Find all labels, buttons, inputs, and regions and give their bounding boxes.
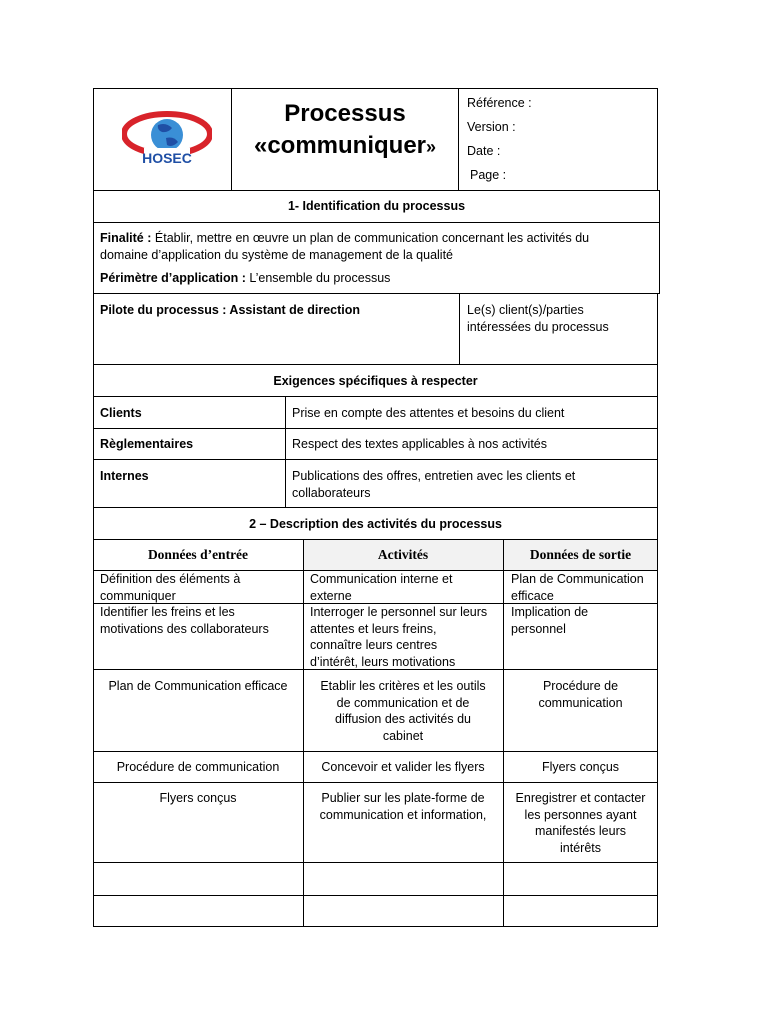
divider bbox=[503, 539, 504, 927]
row4-output: Flyers conçus bbox=[541, 760, 620, 774]
row3-activity: Etablir les critères et les outils de communication et de diffusion des activités du cabinet bbox=[320, 679, 486, 743]
date-label: Date : bbox=[467, 144, 501, 158]
exigence-label-reglementaires: Règlementaires bbox=[100, 437, 194, 451]
row2-input: Identifier les freins et les motivations des collaborateurs bbox=[100, 605, 269, 636]
logo-text: HOSEC bbox=[142, 150, 192, 166]
page-title bbox=[232, 98, 458, 163]
page-label: Page : bbox=[470, 168, 507, 182]
perimetre-text: Périmètre d’application : L’ensemble du processus bbox=[100, 271, 391, 285]
divider bbox=[93, 459, 658, 460]
row1-activity: Communication interne et externe bbox=[310, 572, 453, 603]
col-header-input: Données d’entrée bbox=[147, 547, 249, 562]
row1-input: Définition des éléments à communiquer bbox=[100, 572, 241, 603]
row3-input: Plan de Communication efficace bbox=[108, 679, 288, 693]
identification-heading: 1- Identification du processus bbox=[287, 199, 466, 213]
version-label: Version : bbox=[467, 120, 516, 134]
divider bbox=[285, 396, 286, 508]
logo-globe bbox=[151, 119, 183, 151]
exigence-text-reglementaires: Respect des textes applicables à nos activités bbox=[292, 437, 547, 451]
divider bbox=[93, 428, 658, 429]
divider bbox=[458, 88, 459, 191]
description-heading: 2 – Description des activités du processus bbox=[249, 517, 502, 531]
divider bbox=[459, 293, 460, 365]
finalite-text: Finalité : Établir, mettre en œuvre un plan de communication concernant les activités du domaine d’application du système de management de la qualité bbox=[100, 231, 590, 262]
col-header-activities: Activités bbox=[377, 547, 429, 562]
row5-input: Flyers conçus bbox=[159, 791, 237, 805]
title-line-2: «communiquer» bbox=[253, 132, 437, 159]
row1-output: Plan de Communication efficace bbox=[511, 572, 644, 603]
row2-activity: Interroger le personnel sur leurs attentes et leurs freins, connaître leurs centres d’intérêt, leurs motivations bbox=[310, 605, 488, 669]
exigence-label-clients: Clients bbox=[100, 406, 142, 420]
col-header-output: Données de sortie bbox=[529, 547, 632, 562]
clients-parties-text: Le(s) client(s)/parties intéressées du processus bbox=[467, 303, 609, 334]
row4-input: Procédure de communication bbox=[116, 760, 280, 774]
exigence-text-clients: Prise en compte des attentes et besoins du client bbox=[292, 406, 565, 420]
divider bbox=[93, 782, 658, 783]
divider bbox=[93, 895, 658, 896]
exigence-label-internes: Internes bbox=[100, 469, 149, 483]
divider bbox=[93, 751, 658, 752]
row5-output: Enregistrer et contacter les personnes ayant manifestés leurs intérêts bbox=[515, 791, 646, 855]
exigence-text-internes: Publications des offres, entretien avec les clients et collaborateurs bbox=[292, 469, 576, 500]
exigences-heading: Exigences spécifiques à respecter bbox=[273, 374, 478, 388]
row3-output: Procédure de communication bbox=[538, 679, 623, 710]
pilote-text: Pilote du processus : Assistant de direction bbox=[100, 303, 361, 317]
hosec-logo bbox=[122, 108, 212, 170]
row4-activity: Concevoir et valider les flyers bbox=[321, 760, 485, 774]
title-line-1: Processus bbox=[284, 100, 406, 127]
divider bbox=[93, 862, 658, 863]
reference-label: Référence : bbox=[467, 96, 532, 110]
row2-output: Implication de personnel bbox=[511, 605, 589, 636]
row5-activity: Publier sur les plate-forme de communication et information, bbox=[319, 791, 487, 822]
